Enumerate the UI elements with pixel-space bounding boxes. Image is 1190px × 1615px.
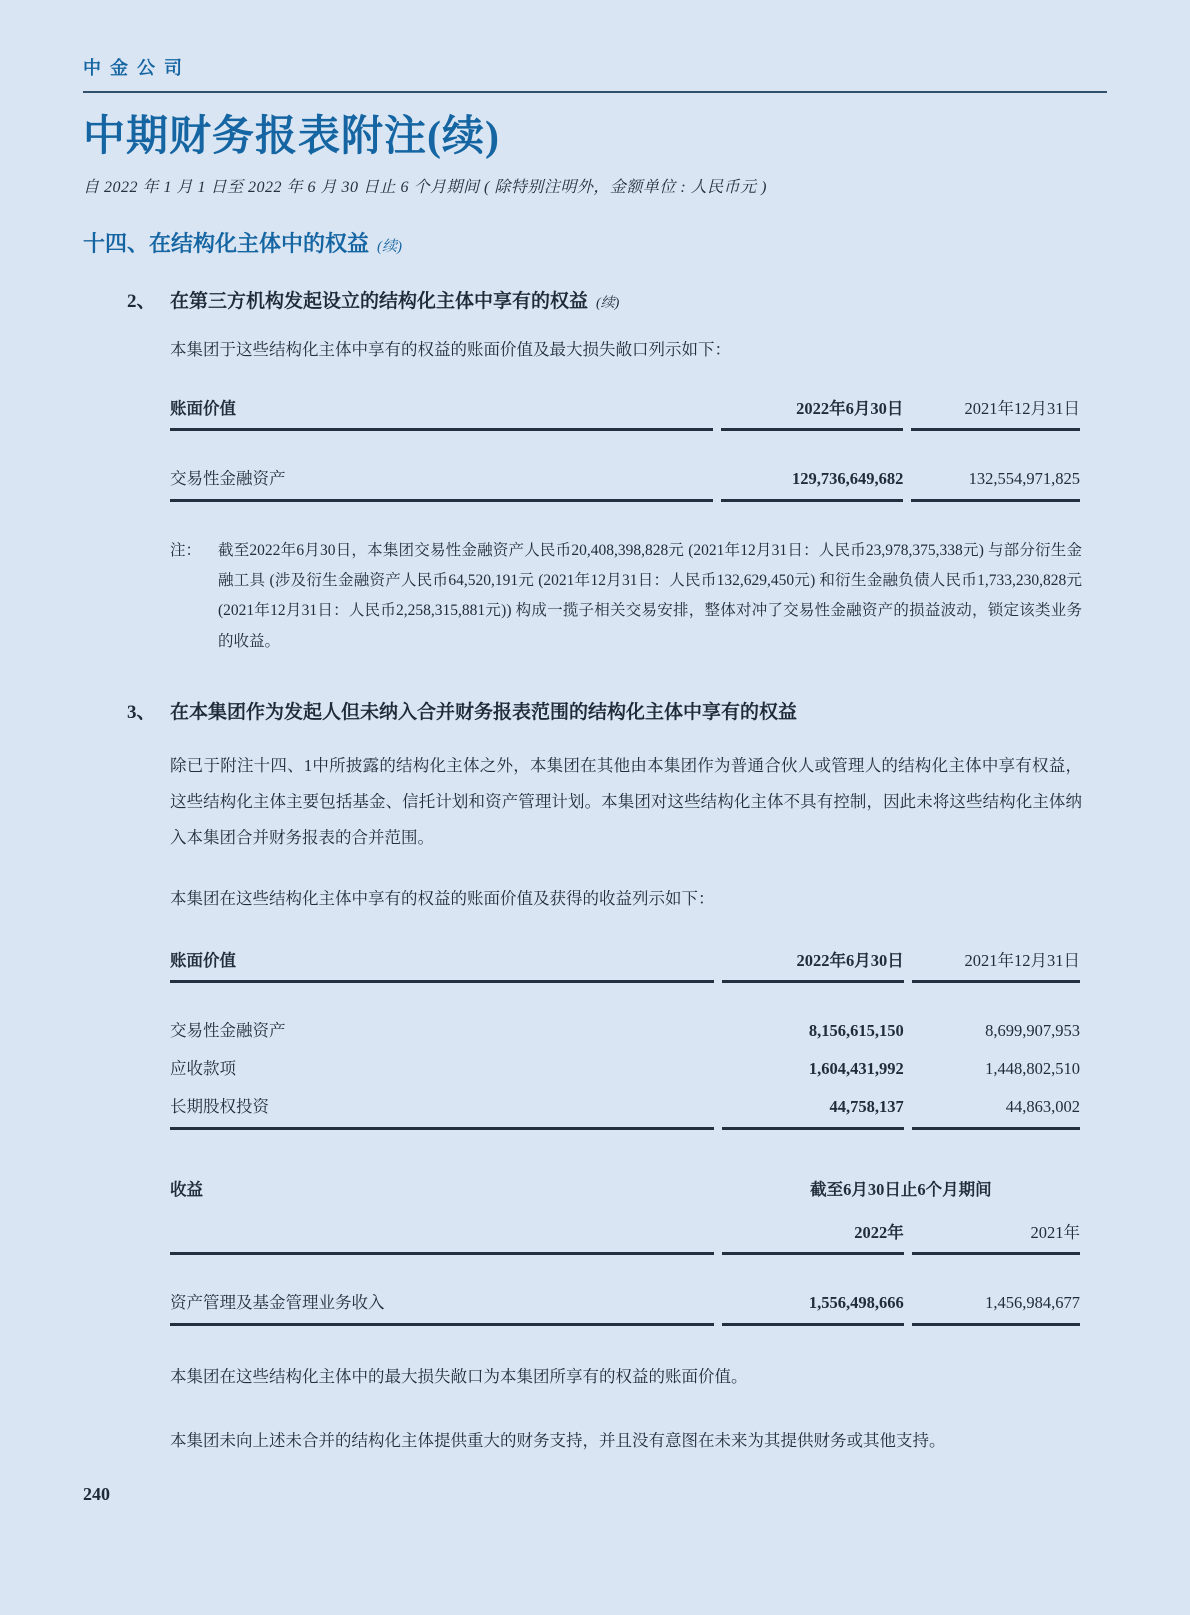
column-header-2022: 2022年6月30日 (722, 947, 904, 983)
footnote (170, 536, 1082, 657)
table-subheader-row (170, 1209, 1080, 1255)
row-label: 交易性金融资产 (170, 461, 713, 502)
value-2021: 1,448,802,510 (985, 1059, 1080, 1079)
subsection-3-paragraph-2: 本集团在这些结构化主体中享有的权益的账面价值及获得的收益列示如下： (170, 888, 715, 908)
footnote-text: 截至2022年6月30日，本集团交易性金融资产人民币20,408,398,828元 (2021年12月31日：人民币23,978,375,338元) 与部分衍生金融工具 (涉及衍生金融资产人民币64,520,191元 (2021年12月31日：人民币132,629,450元) 和衍生金融负债人民币1,733,230,828元 (2021年12月31日：人民币2,258,315,881元)) 构成一揽子相关交易安排，整体对冲了交易性金融资产的损益波动，锁定该类业务的收益。 (218, 541, 1082, 650)
footnote-label: 注： (170, 541, 202, 559)
value-2022: 1,604,431,992 (808, 1059, 904, 1079)
row-label: 交易性金融资产 (170, 1021, 286, 1041)
value-2022: 44,758,137 (722, 1089, 904, 1130)
value-2021: 8,699,907,953 (985, 1021, 1080, 1041)
section-heading-title: 十四、在结构化主体中的权益 (83, 231, 370, 257)
subsection-2-continued: (续) (596, 296, 620, 312)
page-title: 中期财务报表附注(续) (83, 114, 500, 160)
subsection-2-heading (83, 286, 1107, 313)
value-2021: 132,554,971,825 (911, 461, 1080, 502)
table-row (170, 461, 1080, 502)
column-header-2021: 2021年12月31日 (912, 947, 1080, 983)
value-2021: 44,863,002 (912, 1089, 1080, 1130)
column-header-carrying-value: 账面价值 (170, 947, 714, 983)
column-header-income: 收益 (170, 1180, 203, 1200)
subsection-3-paragraph-3: 本集团在这些结构化主体中的最大损失敞口为本集团所享有的权益的账面价值。 (170, 1367, 748, 1387)
value-2021: 1,456,984,677 (912, 1285, 1080, 1326)
table-row (170, 1089, 1080, 1130)
income-table (162, 1176, 1088, 1326)
carrying-value-table-third-party (162, 395, 1088, 502)
table-header-row (170, 395, 1080, 431)
table-spacer (170, 983, 1080, 1013)
section-heading (83, 227, 1107, 258)
table-header-row (170, 947, 1080, 983)
row-label: 资产管理及基金管理业务收入 (170, 1285, 714, 1326)
subsection-3-paragraph-1: 除已于附注十四、1中所披露的结构化主体之外，本集团在其他由本集团作为普通合伙人或管理人的结构化主体中享有权益，这些结构化主体主要包括基金、信托计划和资产管理计划。本集团对这些结构化主体不具有控制，因此未将这些结构化主体纳入本集团合并财务报表的合并范围。 (170, 755, 1082, 847)
subsection-3-title: 在本集团作为发起人但未纳入合并财务报表范围的结构化主体中享有的权益 (170, 701, 798, 723)
table-row (170, 1013, 1080, 1051)
subsection-3-paragraph-4: 本集团未向上述未合并的结构化主体提供重大的财务支持，并且没有意图在未来为其提供财务或其他支持。 (170, 1430, 946, 1450)
page-number: 240 (83, 1484, 110, 1504)
row-label: 应收款项 (170, 1059, 236, 1079)
value-2022: 1,556,498,666 (722, 1285, 904, 1326)
subsection-2-number: 2、 (127, 291, 156, 313)
carrying-value-table-unconsolidated (162, 947, 1088, 1130)
value-2022: 129,736,649,682 (721, 461, 903, 502)
column-header-carrying-value: 账面价值 (170, 395, 713, 431)
table-spacer (170, 1255, 1080, 1285)
row-label: 长期股权投资 (170, 1089, 714, 1130)
page-subtitle: 自 2022 年 1 月 1 日至 2022 年 6 月 30 日止 6 个月期间 ( 除特别注明外，金额单位 : 人民币元 ) (83, 179, 767, 197)
value-2022: 8,156,615,150 (808, 1021, 904, 1041)
table-row (170, 1285, 1080, 1326)
subsection-2-title: 在第三方机构发起设立的结构化主体中享有的权益 (续) (170, 291, 620, 313)
column-header-period: 截至6月30日止6个月期间 (810, 1180, 992, 1200)
running-head (83, 0, 1107, 93)
subsection-2-intro: 本集团于这些结构化主体中享有的权益的账面价值及最大损失敞口列示如下： (170, 340, 731, 360)
subsection-3-heading (83, 697, 1107, 724)
column-header-2021: 2021年 (912, 1209, 1080, 1255)
table-row (170, 1051, 1080, 1089)
column-header-2021: 2021年12月31日 (911, 395, 1080, 431)
section-heading-continued: (续) (377, 239, 403, 256)
column-header-2022: 2022年6月30日 (721, 395, 903, 431)
company-name: 中金公司 (83, 58, 191, 78)
subsection-3-number: 3、 (127, 701, 156, 723)
table-spacer (170, 431, 1080, 461)
column-header-2022: 2022年 (722, 1209, 904, 1255)
table-header-row (170, 1176, 1080, 1209)
